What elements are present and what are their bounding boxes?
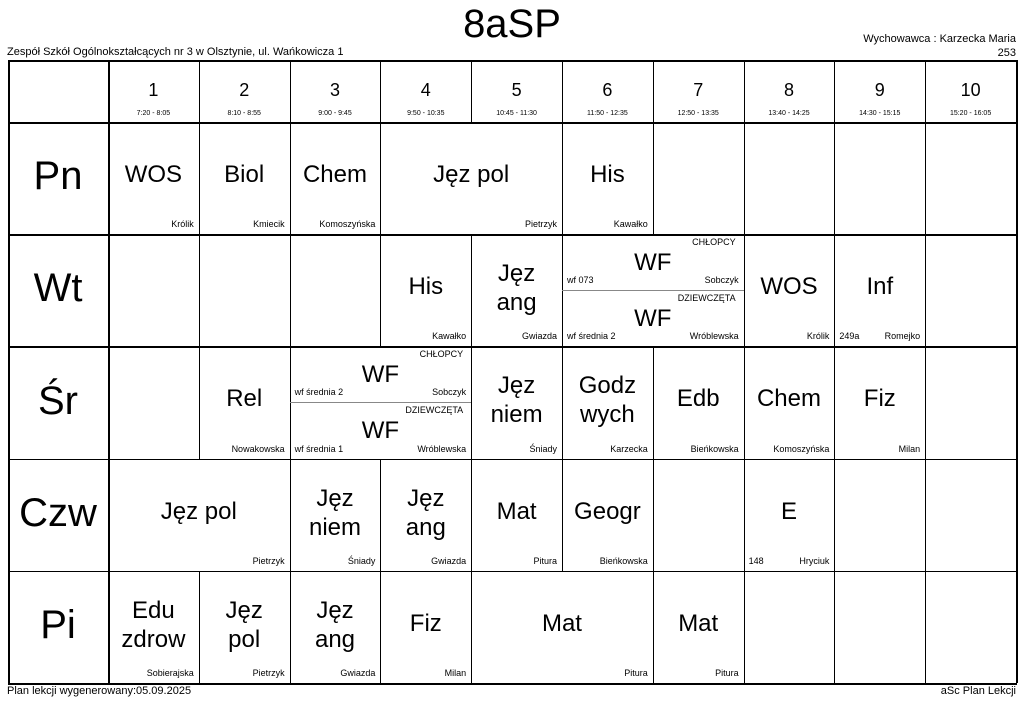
- school-name: Zespół Szkół Ogólnokształcących nr 3 w Olsztynie, ul. Wańkowicza 1: [7, 46, 344, 58]
- subject-name: [199, 384, 290, 413]
- subject-name: [653, 384, 744, 413]
- room-label: 249a: [839, 331, 860, 342]
- teacher-name: Nowakowska: [231, 443, 285, 454]
- subject-name: WF: [634, 305, 672, 333]
- subject-line: Mat: [541, 609, 582, 637]
- teacher-name: Komoszyńska: [773, 443, 830, 454]
- subject-name: [380, 609, 471, 638]
- subject-line: Edu: [132, 596, 175, 624]
- teacher-name: Karzecka: [610, 443, 648, 454]
- teacher-name: Pitura: [715, 667, 739, 678]
- subject-line: ang: [314, 625, 356, 653]
- grid-line-vertical: [744, 571, 745, 683]
- subject-name: [290, 160, 381, 189]
- teacher-name: Milan: [444, 667, 467, 678]
- subject-name: [108, 160, 199, 189]
- lesson-cell: [471, 346, 562, 458]
- lesson-cell: [834, 234, 925, 346]
- teacher-name: Romejko: [884, 331, 921, 342]
- lesson-cell: [562, 234, 744, 346]
- teacher-name: Pietrzyk: [524, 219, 557, 230]
- teacher-name: Kawałko: [613, 219, 648, 230]
- subject-line: Jęz: [316, 596, 354, 624]
- period-time: 15:20 - 16:05: [949, 110, 992, 117]
- subject-line: Edb: [676, 385, 720, 413]
- subject-name: [653, 609, 744, 638]
- subject-line: Jęz: [497, 372, 536, 400]
- period-time: 9:50 - 10:35: [407, 110, 445, 117]
- lesson-cell: [290, 459, 381, 571]
- grid-line-vertical: [653, 459, 654, 571]
- subject-name: [108, 596, 199, 654]
- subject-line: pol: [228, 625, 261, 653]
- lesson-group: [290, 402, 472, 458]
- subject-line: His: [408, 273, 444, 301]
- subject-name: [471, 497, 562, 526]
- lesson-cell: [562, 122, 653, 234]
- teacher-name: Pitura: [533, 555, 557, 566]
- teacher-name: Gwiazda: [521, 331, 557, 342]
- group-divider: [562, 290, 744, 291]
- subject-line: Jęz: [225, 596, 263, 624]
- subject-line: Mat: [496, 497, 537, 525]
- grid-line-vertical: [925, 122, 926, 234]
- subject-line: Mat: [678, 609, 719, 637]
- period-number: 7: [693, 80, 704, 100]
- subject-line: Rel: [226, 385, 263, 413]
- lesson-cell: [380, 122, 562, 234]
- subject-name: [380, 272, 471, 301]
- timetable-title: 8aSP: [463, 2, 561, 46]
- period-time: 10:45 - 11:30: [496, 110, 537, 117]
- teacher-name: Milan: [898, 443, 921, 454]
- period-number: 3: [329, 80, 340, 100]
- lesson-cell: [199, 122, 290, 234]
- room-label: wf średnia 1: [294, 443, 344, 454]
- grid-line-vertical: [744, 122, 745, 234]
- lesson-cell: [380, 571, 471, 683]
- grid-line-vertical: [290, 234, 291, 346]
- period-number: 9: [874, 80, 885, 100]
- subject-name: [744, 272, 835, 301]
- teacher-name: Królik: [806, 331, 830, 342]
- group-label: DZIEWCZĘTA: [677, 293, 736, 304]
- subject-name: [834, 272, 925, 301]
- teacher-name: Kmiecik: [253, 219, 285, 230]
- room-label: wf średnia 2: [294, 387, 344, 398]
- lesson-cell: [653, 346, 744, 458]
- generated-date: Plan lekcji wygenerowany:05.09.2025: [7, 685, 192, 697]
- subject-name: WF: [634, 249, 672, 277]
- lesson-cell: [290, 346, 472, 458]
- grid-line-vertical: [925, 459, 926, 571]
- subject-name: [562, 160, 653, 189]
- group-label: DZIEWCZĘTA: [405, 405, 464, 416]
- lesson-cell: [471, 459, 562, 571]
- period-header: [925, 60, 1016, 122]
- period-number: 5: [511, 80, 522, 100]
- subject-name: WF: [361, 417, 400, 445]
- lesson-cell: [744, 234, 835, 346]
- subject-line: Biol: [224, 161, 265, 188]
- teacher-name: Królik: [171, 219, 194, 230]
- subject-name: [471, 609, 653, 638]
- teacher-name: Gwiazda: [431, 555, 467, 566]
- period-header: [562, 60, 653, 122]
- group-label: CHŁOPCY: [419, 349, 464, 360]
- subject-line: Jęz: [316, 484, 354, 512]
- lesson-cell: [290, 571, 381, 683]
- subject-line: Fiz: [409, 609, 442, 637]
- grid-line-vertical: [925, 234, 926, 346]
- teacher-name: Hryciuk: [799, 555, 830, 566]
- teacher-name: Wróblewska: [689, 331, 739, 342]
- subject-name: [380, 160, 562, 189]
- grid-line-vertical: [1016, 60, 1018, 683]
- subject-name: [744, 497, 835, 526]
- room-label: wf średnia 2: [567, 331, 616, 342]
- period-number: 4: [420, 80, 431, 100]
- period-time: 8:10 - 8:55: [227, 110, 261, 117]
- subject-line: zdrow: [121, 625, 186, 653]
- teacher-name: Wróblewska: [417, 443, 467, 454]
- lesson-group: [562, 290, 744, 346]
- subject-name: [199, 160, 290, 189]
- grid-line-vertical: [834, 571, 835, 683]
- subject-line: Inf: [866, 273, 894, 301]
- group-label: CHŁOPCY: [692, 237, 736, 248]
- grid-line-vertical: [925, 346, 926, 458]
- subject-line: Chem: [756, 385, 821, 413]
- period-time: 13:40 - 14:25: [768, 110, 810, 117]
- day-label: Śr: [38, 378, 78, 423]
- period-header: [380, 60, 471, 122]
- subject-name: [290, 596, 381, 654]
- teacher-name: Pitura: [624, 667, 648, 678]
- subject-line: His: [590, 161, 625, 188]
- subject-name: [108, 497, 290, 526]
- period-time: 12:50 - 13:35: [677, 110, 719, 117]
- subject-name: [744, 384, 835, 413]
- lesson-cell: [471, 234, 562, 346]
- period-header: [834, 60, 925, 122]
- lesson-cell: [562, 459, 653, 571]
- room-label: wf 073: [567, 275, 594, 286]
- teacher-name: Śniady: [347, 555, 376, 566]
- teacher-name: Bieńkowska: [690, 443, 739, 454]
- period-number: 8: [783, 80, 794, 100]
- period-time: 9:00 - 9:45: [318, 110, 352, 117]
- period-header: [744, 60, 835, 122]
- subject-line: Geogr: [574, 497, 641, 525]
- subject-line: Jęz: [407, 484, 445, 512]
- period-number: 6: [602, 80, 613, 100]
- room-label: 148: [748, 555, 764, 566]
- lesson-cell: [653, 571, 744, 683]
- subject-line: E: [780, 497, 797, 525]
- subject-name: [380, 484, 471, 542]
- class-teacher: Wychowawca : Karzecka Maria: [863, 33, 1016, 45]
- grid-line-vertical: [653, 122, 654, 234]
- teacher-name: Pietrzyk: [252, 555, 285, 566]
- day-label: Pn: [33, 154, 83, 199]
- subject-line: Jęz pol: [160, 497, 237, 525]
- lesson-group: [290, 346, 472, 402]
- period-number: 2: [239, 80, 250, 100]
- lesson-cell: [199, 346, 290, 458]
- period-header: [653, 60, 744, 122]
- period-number: 1: [148, 80, 159, 100]
- period-header: [290, 60, 381, 122]
- subject-name: WF: [361, 361, 400, 389]
- lesson-cell: [199, 571, 290, 683]
- period-number: 10: [960, 80, 981, 100]
- lesson-cell: [744, 459, 835, 571]
- subject-line: ang: [405, 513, 446, 541]
- subject-name: [562, 371, 653, 429]
- lesson-cell: [108, 122, 199, 234]
- teacher-name: Sobczyk: [432, 387, 467, 398]
- period-time: 11:50 - 12:35: [587, 110, 628, 117]
- teacher-name: Sobczyk: [704, 275, 739, 286]
- teacher-name: Kawałko: [432, 331, 467, 342]
- teacher-name: Sobierajska: [146, 667, 194, 678]
- subject-line: Fiz: [863, 385, 896, 413]
- app-credit: aSc Plan Lekcji: [940, 685, 1016, 697]
- lesson-cell: [380, 459, 471, 571]
- subject-name: [562, 497, 653, 526]
- teacher-name: Pietrzyk: [252, 667, 285, 678]
- grid-line-vertical: [199, 234, 200, 346]
- period-header: [108, 60, 199, 122]
- lesson-group: [562, 234, 744, 290]
- day-label: Wt: [33, 266, 83, 311]
- teacher-name: Śniady: [529, 443, 557, 454]
- lesson-cell: [471, 571, 653, 683]
- subject-line: wych: [580, 401, 635, 429]
- grid-line-vertical: [834, 122, 835, 234]
- period-time: 7:20 - 8:05: [136, 110, 171, 117]
- subject-name: [199, 596, 290, 654]
- teacher-name: Komoszyńska: [319, 219, 376, 230]
- subject-line: niem: [308, 513, 361, 541]
- lesson-cell: [290, 122, 381, 234]
- subject-line: ang: [496, 289, 537, 317]
- lesson-cell: [108, 571, 199, 683]
- subject-line: Jęz pol: [433, 161, 510, 188]
- lesson-cell: [108, 459, 290, 571]
- period-header: [199, 60, 290, 122]
- day-label: Czw: [19, 490, 97, 535]
- subject-name: [471, 371, 562, 429]
- subject-line: Chem: [302, 161, 367, 188]
- subject-name: [834, 384, 925, 413]
- grid-line-vertical: [834, 459, 835, 571]
- lesson-cell: [562, 346, 653, 458]
- lesson-cell: [380, 234, 471, 346]
- day-label: Pi: [40, 602, 76, 647]
- lesson-cell: [744, 346, 835, 458]
- subject-line: WOS: [760, 273, 818, 301]
- period-header: [471, 60, 562, 122]
- period-time: 14:30 - 15:15: [859, 110, 901, 117]
- grid-line-vertical: [925, 571, 926, 683]
- subject-line: niem: [490, 401, 543, 429]
- lesson-cell: [834, 346, 925, 458]
- group-divider: [290, 402, 472, 403]
- subject-line: Jęz: [497, 260, 536, 288]
- subject-name: [290, 484, 381, 542]
- class-room: 253: [997, 47, 1016, 59]
- teacher-name: Bieńkowska: [599, 555, 648, 566]
- subject-line: Godz: [578, 372, 637, 400]
- teacher-name: Gwiazda: [340, 667, 376, 678]
- subject-line: WOS: [124, 161, 183, 188]
- subject-name: [471, 259, 562, 317]
